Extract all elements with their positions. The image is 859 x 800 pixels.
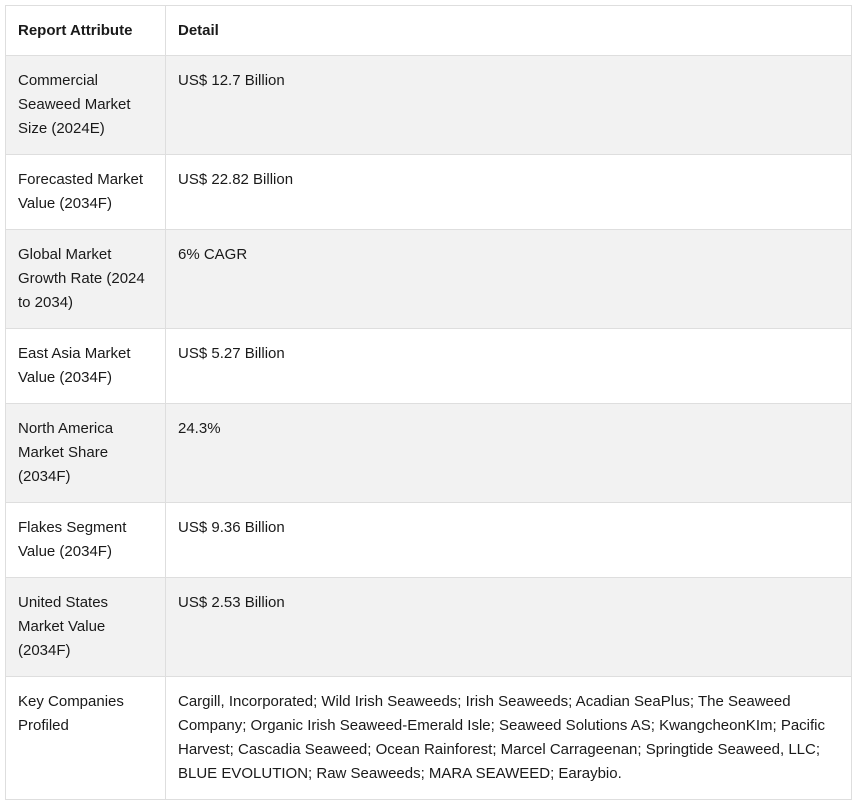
table-row [6,578,852,677]
table-row [6,404,852,503]
row-detail: US$ 12.7 Billion [166,56,852,155]
header-detail: Detail [166,6,852,56]
table-row [6,503,852,578]
row-attribute: North America Market Share (2034F) [6,404,166,503]
header-report-attribute: Report Attribute [6,6,166,56]
report-table [5,5,852,800]
row-attribute: Commercial Seaweed Market Size (2024E) [6,56,166,155]
row-attribute: East Asia Market Value (2034F) [6,329,166,404]
row-detail: US$ 2.53 Billion [166,578,852,677]
row-detail: 6% CAGR [166,230,852,329]
row-detail: 24.3% [166,404,852,503]
row-attribute: Flakes Segment Value (2034F) [6,503,166,578]
row-attribute: Global Market Growth Rate (2024 to 2034) [6,230,166,329]
table-header-row [6,6,852,56]
row-detail: US$ 5.27 Billion [166,329,852,404]
row-attribute: Forecasted Market Value (2034F) [6,155,166,230]
table-row [6,230,852,329]
row-detail: US$ 9.36 Billion [166,503,852,578]
table-row [6,677,852,800]
row-detail: Cargill, Incorporated; Wild Irish Seaweeds; Irish Seaweeds; Acadian SeaPlus; The Seaweed Company; Organic Irish Seaweed-Emerald Isle; Seaweed Solutions AS; KwangcheonKIm; Pacific Harvest; Cascadia Seaweed; Ocean Rainforest; Marcel Carrageenan; Springtide Seaweed, LLC; BLUE EVOLUTION; Raw Seaweeds; MARA SEAWEED; Earaybio. [166,677,852,800]
table-row [6,329,852,404]
row-attribute: Key Companies Profiled [6,677,166,800]
row-detail: US$ 22.82 Billion [166,155,852,230]
table-row [6,56,852,155]
row-attribute: United States Market Value (2034F) [6,578,166,677]
table-row [6,155,852,230]
